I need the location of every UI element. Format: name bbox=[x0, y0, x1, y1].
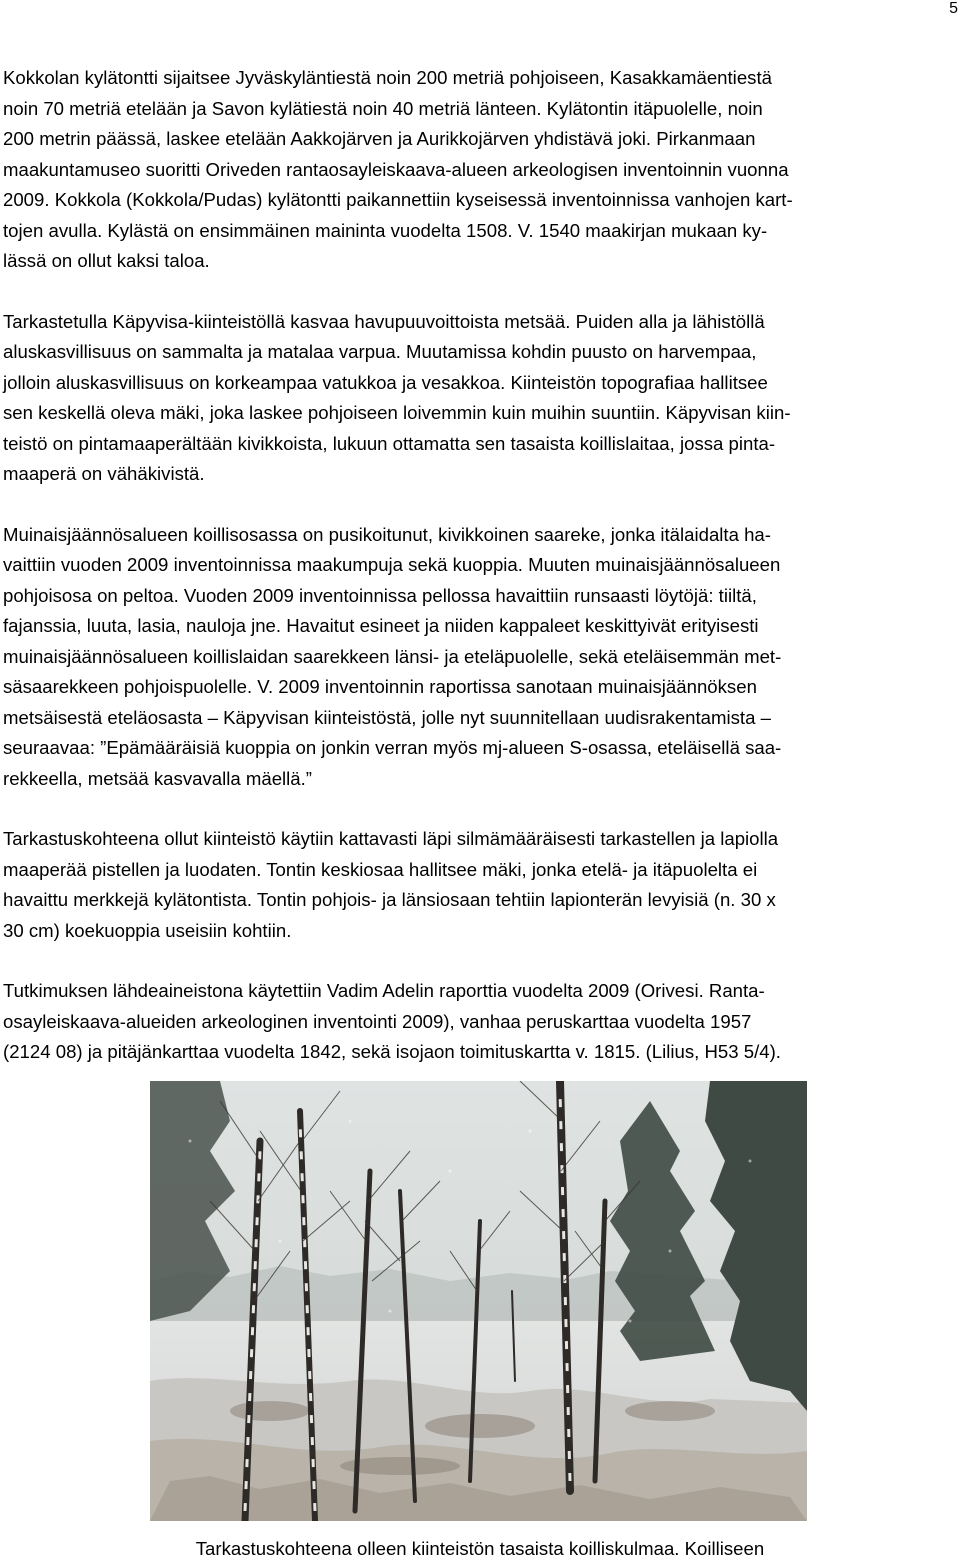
text-line: metsäisestä eteläosasta – Käpyvisan kiinteistöstä, jolle nyt suunnitellaan uudisrakentamista – bbox=[3, 706, 771, 728]
text-line: tojen avulla. Kylästä on ensimmäinen maininta vuodelta 1508. V. 1540 maakirjan mukaan ky- bbox=[3, 219, 768, 241]
text-line: noin 70 metriä etelään ja Savon kylätiestä noin 40 metriä länteen. Kylätontin itäpuolelle, noin bbox=[3, 97, 763, 119]
text-line: 200 metrin päässä, laskee etelään Aakkojärven ja Aurikkojärven yhdistävä joki. Pirkanmaan bbox=[3, 128, 756, 149]
page-number: 5 bbox=[949, 0, 958, 17]
paragraph-inspection bbox=[3, 824, 951, 946]
text-line: säsaarekkeen pohjoispuolelle. V. 2009 inventoinnin raportissa sanotaan muinaisjäännöksen bbox=[3, 676, 757, 697]
text-line: Tarkastuskohteena ollut kiinteistö käytiin kattavasti läpi silmämääräisesti tarkastellen ja lapiolla bbox=[3, 828, 779, 849]
paragraph-property bbox=[3, 307, 951, 490]
text-line: sen keskellä oleva mäki, joka laskee pohjoiseen loivemmin kuin muihin suuntiin. Käpyvisan kiin- bbox=[3, 402, 791, 423]
text-line: osayleiskaava-alueiden arkeologinen inventointi 2009), vanhaa peruskarttaa vuodelta 1957 bbox=[3, 1010, 752, 1032]
paragraph-sources bbox=[3, 976, 951, 1068]
text-line: jolloin aluskasvillisuus on korkeampaa vatukkoa ja vesakkoa. Kiinteistön topografiaa hallitsee bbox=[3, 371, 768, 393]
text-line: Muinaisjäännösalueen koillisosassa on pusikoitunut, kivikkoinen saareke, jonka itälaidalta ha- bbox=[3, 523, 771, 545]
photo-caption: Tarkastuskohteena olleen kiinteistön tasaista koilliskulmaa. Koilliseen bbox=[195, 1538, 765, 1559]
text-line: muinaisjäännösalueen koillislaidan saarekkeen länsi- ja eteläpuolelle, sekä eteläisemmän met- bbox=[3, 645, 782, 667]
text-line: Kokkolan kylätontti sijaitsee Jyväskyläntiestä noin 200 metriä pohjoiseen, Kasakkamäentiestä bbox=[3, 67, 772, 88]
text-line: Tutkimuksen lähdeaineistona käytettiin Vadim Adelin raporttia vuodelta 2009 (Orivesi. Ranta- bbox=[3, 980, 765, 1001]
body-text bbox=[3, 63, 951, 1068]
text-line: maaperää pistellen ja luodaten. Tontin keskiosaa hallitsee mäki, jonka etelä- ja itäpuolelta ei bbox=[3, 858, 758, 880]
text-line: fajanssia, luuta, lasia, nauloja jne. Havaitut esineet ja niiden kappaleet keskittyivät erityisesti bbox=[3, 615, 759, 636]
text-line: teistö on pintamaaperältään kivikkoista, lukuun ottamatta sen tasaista koillislaitaa, jossa pinta- bbox=[3, 432, 776, 454]
text-line: 30 cm) koekuoppia useisiin kohtiin. bbox=[3, 919, 292, 941]
text-line: seuraavaa: ”Epämääräisiä kuoppia on jonkin verran myös mj-alueen S-osassa, eteläisellä saa- bbox=[3, 737, 782, 758]
text-line: lässä on ollut kaksi taloa. bbox=[3, 250, 210, 271]
text-line: rekkeella, metsää kasvavalla mäellä.” bbox=[3, 767, 312, 789]
text-line: (2124 08) ja pitäjänkarttaa vuodelta 1842, sekä isojaon toimituskartta v. 1815. (Lilius, H53 5/4). bbox=[3, 1041, 781, 1062]
site-photo bbox=[150, 1081, 807, 1521]
paragraph-remains bbox=[3, 520, 951, 795]
text-line: vaittiin vuoden 2009 inventoinnissa maakumpuja sekä kuoppia. Muuten muinaisjäännösalueen bbox=[3, 554, 781, 575]
text-line: havaittu merkkejä kylätontista. Tontin pohjois- ja länsiosaan tehtiin lapionterän levyisiä (n. 30 x bbox=[3, 889, 776, 910]
text-line: aluskasvillisuus on sammalta ja matalaa varpua. Muutamissa kohdin puusto on harvempaa, bbox=[3, 341, 757, 362]
text-line: Tarkastetulla Käpyvisa-kiinteistöllä kasvaa havupuuvoittoista metsää. Puiden alla ja lähistöllä bbox=[3, 310, 765, 332]
text-line: pohjoisosa on peltoa. Vuoden 2009 inventoinnissa pellossa havaittiin runsaasti löytöjä: tiiltä, bbox=[3, 584, 757, 606]
snowy-forest-image bbox=[150, 1081, 807, 1521]
text-line: maakuntamuseo suoritti Oriveden rantaosayleiskaava-alueen arkeologisen inventoinnin vuonna bbox=[3, 158, 789, 180]
paragraph-location bbox=[3, 63, 951, 277]
text-line: maaperä on vähäkivistä. bbox=[3, 463, 205, 484]
text-line: 2009. Kokkola (Kokkola/Pudas) kylätontti paikannettiin kyseisessä inventoinnissa vanhojen kart- bbox=[3, 189, 793, 210]
